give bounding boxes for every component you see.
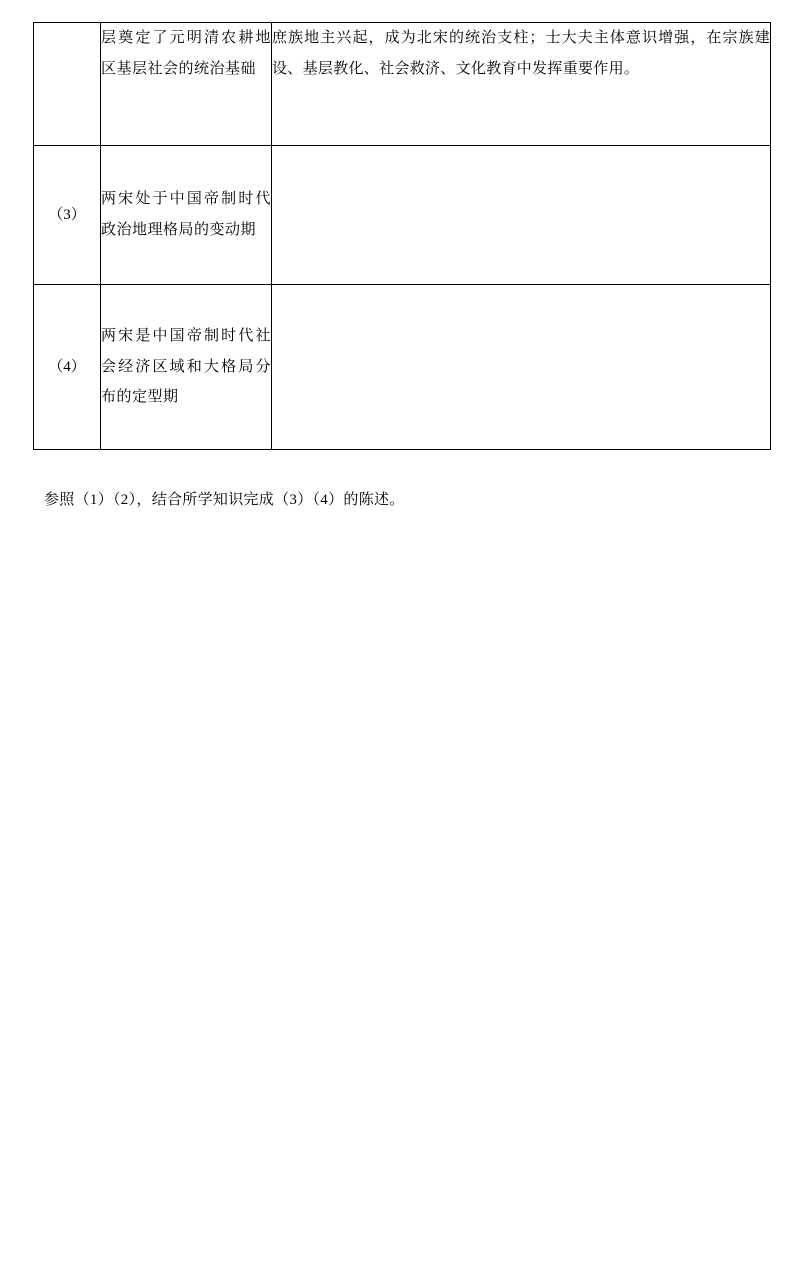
row-topic-cell: 两宋是中国帝制时代社会经济区域和大格局分布的定型期 bbox=[101, 285, 272, 450]
row-index-cell bbox=[34, 23, 101, 146]
row-index-cell: （3） bbox=[34, 146, 101, 285]
row-topic-cell: 层奠定了元明清农耕地区基层社会的统治基础 bbox=[101, 23, 272, 146]
row-answer-cell[interactable] bbox=[272, 285, 771, 450]
table-row bbox=[34, 285, 771, 450]
row-answer-cell[interactable] bbox=[272, 146, 771, 285]
row-detail-cell: 庶族地主兴起，成为北宋的统治支柱；士大夫主体意识增强，在宗族建设、基层教化、社会救济、文化教育中发挥重要作用。 bbox=[272, 23, 771, 146]
instruction-text: 参照（1）（2），结合所学知识完成（3）（4）的陈述。 bbox=[44, 492, 405, 508]
content-table bbox=[33, 22, 771, 450]
row-topic-cell: 两宋处于中国帝制时代政治地理格局的变动期 bbox=[101, 146, 272, 285]
row-index-cell: （4） bbox=[34, 285, 101, 450]
table-row bbox=[34, 23, 771, 146]
table-row bbox=[34, 146, 771, 285]
